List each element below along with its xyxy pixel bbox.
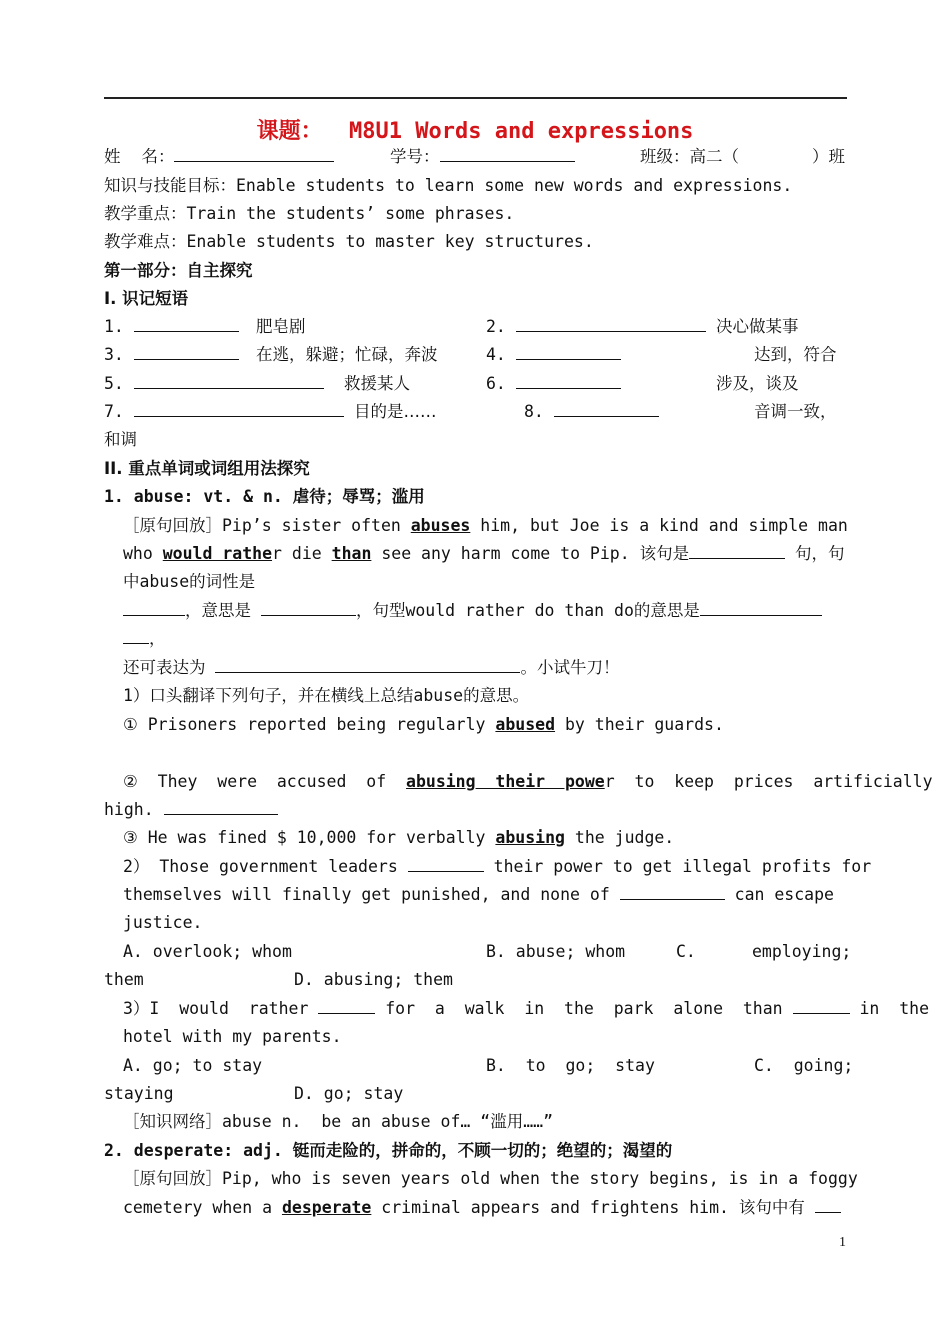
- q2-option-d: D. abusing; them: [294, 970, 453, 989]
- q1-sentence2: ② They were accused of abusing their power to keep prices artificially: [123, 772, 933, 791]
- w2-original-line1: ［原句回放］Pip, who is seven years old when the story begins, is in a foggy: [123, 1169, 858, 1188]
- objective-difficulty: 教学难点：Enable students to master key structures.: [104, 232, 594, 251]
- q2-line2: themselves will finally get punished, and none of can escape: [123, 885, 834, 904]
- phrase-meaning: 涉及，谈及: [716, 374, 799, 393]
- phrase-meaning: 音调一致，: [754, 402, 837, 421]
- header-rule: [104, 97, 847, 99]
- phrase-item: 4.: [486, 344, 621, 366]
- word2-heading: 2. desperate: adj. 铤而走险的，拼命的，不顾一切的；绝望的；渴望的: [104, 1141, 673, 1160]
- page-number: 1: [839, 1235, 846, 1250]
- q2-option-c-text: employing;: [752, 942, 852, 961]
- q3-line1: 3）I would rather for a walk in the park alone than in the: [123, 999, 930, 1018]
- phrase-meaning: 决心做某事: [716, 317, 799, 336]
- phrase-meaning: 肥皂剧: [256, 317, 306, 336]
- objective-goal: 知识与技能目标：Enable students to learn some new words and expressions.: [104, 176, 793, 195]
- q2-line1: 2） Those government leaders their power to get illegal profits for: [123, 857, 872, 876]
- phrase-meaning: 救援某人: [344, 374, 410, 393]
- q3-option-b: B. to go; stay: [486, 1056, 655, 1075]
- q2-option-a: A. overlook; whom: [123, 942, 292, 961]
- q1-instruction: 1）口头翻译下列句子，并在横线上总结abuse的意思。: [123, 686, 530, 705]
- id-field: [390, 146, 575, 168]
- q3-option-c: C. going;: [754, 1056, 854, 1075]
- phrase-item: 3.: [104, 344, 239, 366]
- q2-option-c: C.: [676, 942, 696, 961]
- part1-heading: 第一部分：自主探究: [104, 261, 253, 280]
- phrase-item: 5.: [104, 373, 324, 395]
- q3-option-a: A. go; to stay: [123, 1056, 263, 1075]
- objective-focus: 教学重点：Train the students’ some phrases.: [104, 204, 515, 223]
- class-suffix: ）班: [812, 147, 845, 166]
- page-title: 课题： M8U1 Words and expressions: [256, 119, 694, 144]
- section2-heading: II. 重点单词或词组用法探究: [104, 459, 310, 478]
- w1-line3: 中abuse的词性是: [123, 572, 256, 591]
- phrase-item: 8.: [524, 401, 659, 423]
- q2-line3: justice.: [123, 913, 203, 932]
- phrase-item: 2.: [486, 316, 706, 338]
- id-label: 学号：: [390, 147, 440, 166]
- name-field: [104, 146, 334, 168]
- word1-heading: 1. abuse: vt. & n. 虐待；辱骂；滥用: [104, 487, 425, 506]
- phrase-meaning: 目的是……: [354, 402, 437, 421]
- phrase-meaning: 在逃，躲避；忙碌，奔波: [256, 345, 438, 364]
- phrase-wrap: 和调: [104, 430, 137, 449]
- q2-option-b: B. abuse; whom: [486, 942, 626, 961]
- w1-line6: 还可表达为 。小试牛刀！: [123, 658, 620, 677]
- phrase-item: 1.: [104, 316, 239, 338]
- w2-original-line2: cemetery when a desperate criminal appears and frightens him. 该句中有: [123, 1197, 841, 1219]
- knowledge-network: ［知识网络］abuse n. be an abuse of… “滥用……”: [123, 1112, 554, 1131]
- q3-line2: hotel with my parents.: [123, 1027, 342, 1046]
- w1-original-line1: ［原句回放］Pip’s sister often abuses him, but Joe is a kind and simple man: [123, 516, 848, 535]
- phrase-item: 6.: [486, 373, 621, 395]
- w1-line5: ，: [123, 628, 166, 650]
- phrase-item: 7.: [104, 401, 344, 423]
- section1-heading: I. 识记短语: [104, 289, 189, 308]
- q1-sentence3: ③ He was fined $ 10,000 for verbally abusing the judge.: [123, 828, 675, 847]
- q3-option-d: D. go; stay: [294, 1084, 404, 1103]
- q1-sentence2-cont: high.: [104, 799, 278, 821]
- name-label: 姓 名：: [104, 147, 175, 166]
- phrase-meaning: 达到，符合: [754, 345, 837, 364]
- class-label: 班级：高二（: [640, 147, 739, 166]
- w1-line4: ，意思是 ，句型would rather do than do的意思是: [123, 600, 822, 622]
- q3-option-c-cont: staying: [104, 1084, 174, 1103]
- w1-original-line2: who would rather die than see any harm come to Pip. 该句是 句，句: [123, 544, 845, 563]
- q2-option-c-cont: them: [104, 970, 144, 989]
- class-field: [640, 146, 739, 168]
- q1-sentence1: ① Prisoners reported being regularly abused by their guards.: [123, 715, 724, 734]
